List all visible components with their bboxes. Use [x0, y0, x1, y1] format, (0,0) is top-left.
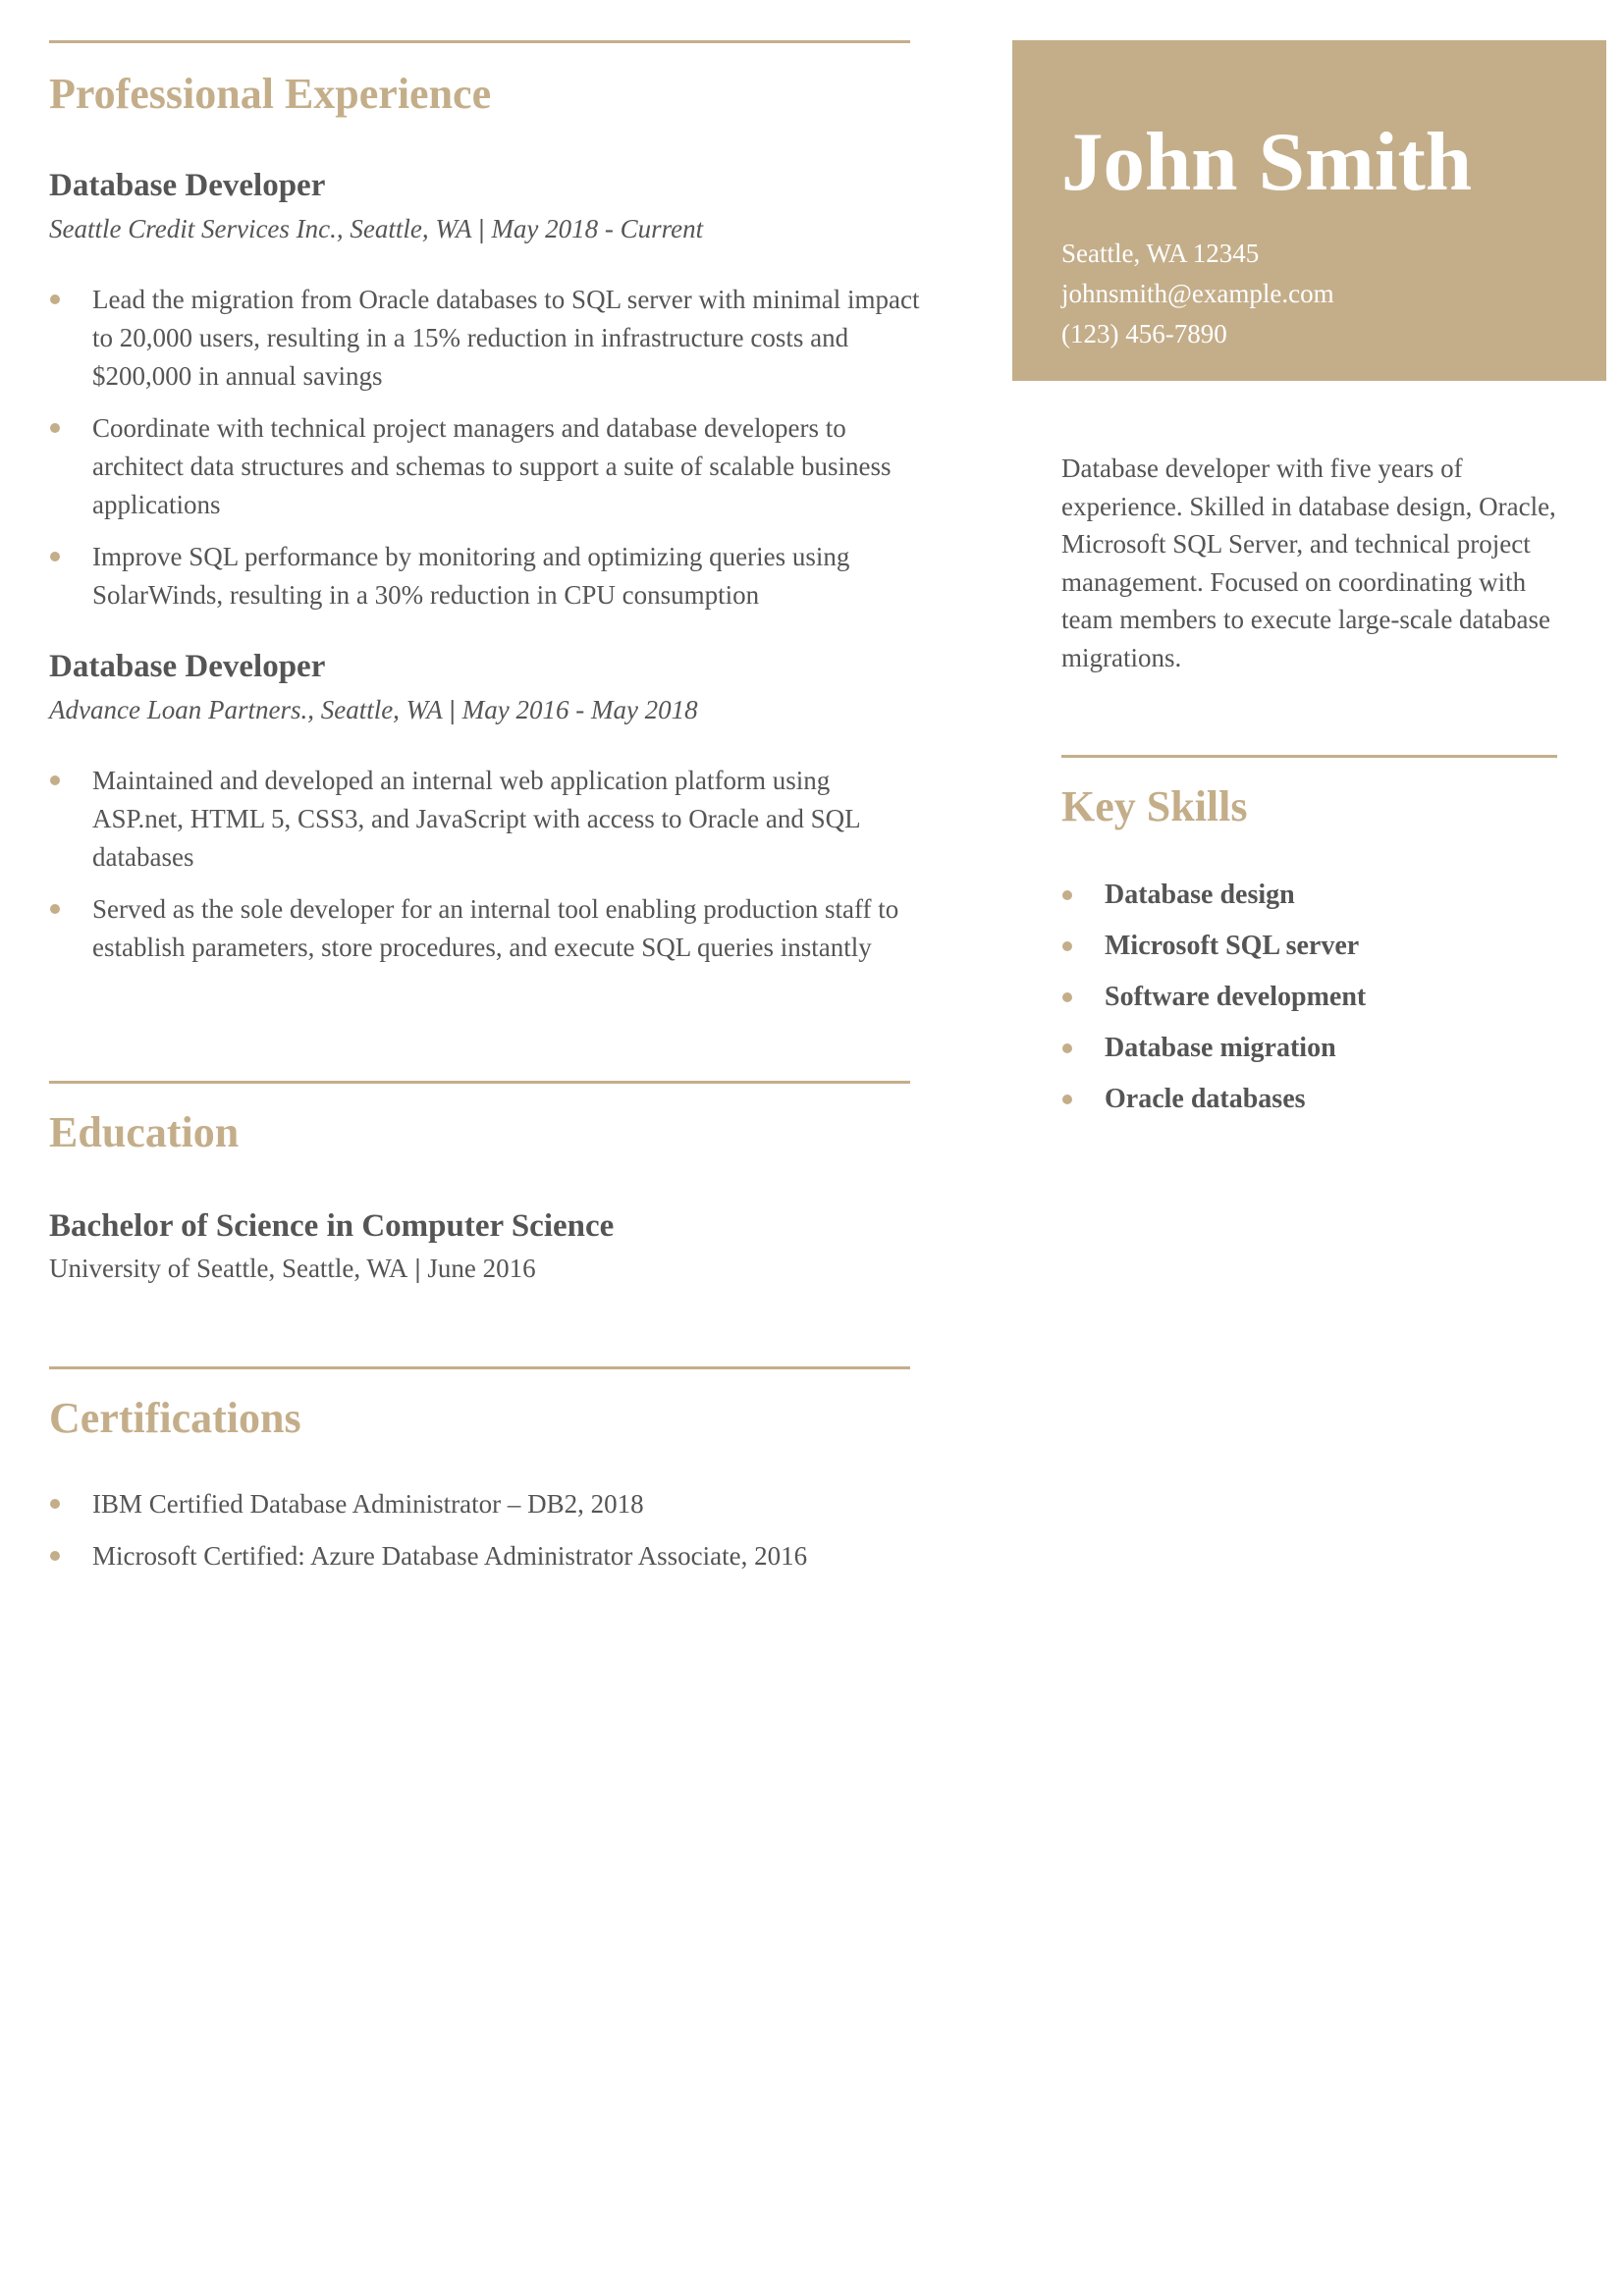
- education-heading: Education: [49, 1108, 240, 1156]
- list-item: [1061, 876, 1572, 914]
- certifications-list: [49, 1485, 923, 1589]
- school-name: University of Seattle, Seattle, WA: [49, 1254, 408, 1283]
- bullet-icon: [50, 1499, 60, 1509]
- job-dates: May 2016 - May 2018: [461, 695, 698, 724]
- certifications-top-rule: [49, 1366, 910, 1369]
- bullet-icon: [50, 552, 60, 561]
- skills-top-rule: [1061, 755, 1557, 758]
- list-item: [49, 1537, 923, 1575]
- list-item: [1061, 1029, 1572, 1067]
- bullet-icon: [1062, 1043, 1072, 1053]
- meta-separator: |: [478, 214, 485, 243]
- job-meta: [49, 694, 698, 725]
- bullet-icon: [1062, 992, 1072, 1002]
- list-item-text: Lead the migration from Oracle databases to SQL server with minimal impact to 20,000 users, resulting in a 15% reduction in infrastructure costs and $200,000 in annual savings: [92, 285, 920, 391]
- job-company: Seattle Credit Services Inc., Seattle, WA: [49, 214, 472, 243]
- degree-title: Bachelor of Science in Computer Science: [49, 1208, 615, 1244]
- bullet-icon: [1062, 1095, 1072, 1104]
- experience-heading: Professional Experience: [49, 70, 492, 118]
- bullet-icon: [50, 294, 60, 304]
- certification-text: Microsoft Certified: Azure Database Administrator Associate, 2016: [92, 1541, 808, 1571]
- certifications-heading: Certifications: [49, 1394, 301, 1442]
- bullet-icon: [50, 775, 60, 785]
- list-item-text: Improve SQL performance by monitoring and optimizing queries using SolarWinds, resulting in a 30% reduction in CPU consumption: [92, 542, 850, 610]
- job-meta: [49, 213, 703, 244]
- list-item-text: Maintained and developed an internal web application platform using ASP.net, HTML 5, CSS3, and JavaScript with access to Oracle and SQL databases: [92, 766, 860, 872]
- bullet-icon: [1062, 890, 1072, 900]
- meta-separator: |: [449, 695, 456, 724]
- job-dates: May 2018 - Current: [491, 214, 704, 243]
- certification-text: IBM Certified Database Administrator – DB2, 2018: [92, 1489, 644, 1519]
- candidate-name: John Smith: [1061, 116, 1473, 208]
- contact-address: Seattle, WA 12345: [1061, 239, 1260, 268]
- skill-text: Oracle databases: [1105, 1084, 1306, 1114]
- skill-text: Microsoft SQL server: [1105, 931, 1360, 961]
- job-title: Database Developer: [49, 649, 326, 684]
- bullet-icon: [50, 904, 60, 914]
- skill-text: Database migration: [1105, 1033, 1336, 1063]
- list-item: [49, 538, 923, 614]
- job-bullet-list: [49, 281, 923, 628]
- professional-summary: Database developer with five years of experience. Skilled in database design, Oracle, Microsoft SQL Server, and technical project management. Focused on coordinating with team members to execute large-scale database migrations.: [1061, 454, 1556, 672]
- list-item: [49, 762, 923, 877]
- skills-list: [1061, 876, 1572, 1131]
- graduation-date: June 2016: [427, 1254, 536, 1283]
- list-item: [49, 890, 923, 967]
- list-item: [49, 1485, 923, 1523]
- contact-info: [1061, 234, 1334, 354]
- contact-email: johnsmith@example.com: [1061, 279, 1334, 308]
- job-bullet-list: [49, 762, 923, 981]
- job-company: Advance Loan Partners., Seattle, WA: [49, 695, 443, 724]
- job-title: Database Developer: [49, 168, 326, 203]
- experience-top-rule: [49, 40, 910, 43]
- list-item: [1061, 978, 1572, 1016]
- education-meta: [49, 1253, 536, 1284]
- list-item-text: Served as the sole developer for an internal tool enabling production staff to establish parameters, store procedures, and execute SQL queries instantly: [92, 894, 899, 962]
- list-item: [1061, 1080, 1572, 1118]
- list-item: [49, 281, 923, 396]
- skill-text: Database design: [1105, 880, 1295, 910]
- skills-heading: Key Skills: [1061, 782, 1248, 830]
- list-item-text: Coordinate with technical project managers and database developers to architect data structures and schemas to support a suite of scalable business applications: [92, 413, 892, 519]
- list-item: [1061, 927, 1572, 965]
- list-item: [49, 409, 923, 524]
- meta-separator: |: [414, 1254, 421, 1283]
- bullet-icon: [50, 1551, 60, 1561]
- name-header-box: [1012, 40, 1606, 381]
- education-top-rule: [49, 1081, 910, 1084]
- bullet-icon: [50, 423, 60, 433]
- bullet-icon: [1062, 941, 1072, 951]
- contact-phone: (123) 456-7890: [1061, 319, 1227, 348]
- skill-text: Software development: [1105, 982, 1367, 1012]
